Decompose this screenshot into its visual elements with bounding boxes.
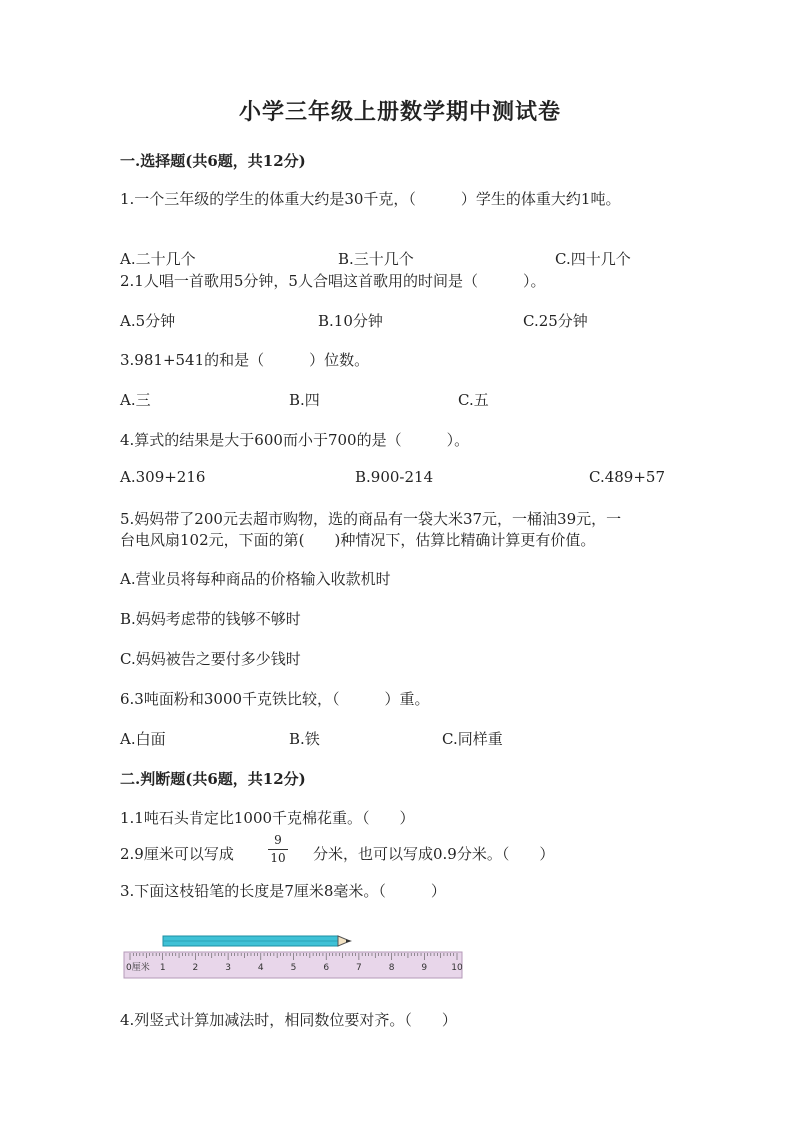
q1-4-option-b: B.900-214 (355, 468, 434, 486)
q1-3-option-a: A.三 (120, 391, 151, 409)
pencil-lead (346, 939, 352, 942)
section-2-heading: 二.判断题(共6题，共12分) (120, 770, 306, 788)
q1-1-option-c: C.四十几个 (555, 250, 631, 268)
q1-3-option-b: B.四 (289, 391, 320, 409)
question-1-5-line-2: 台电风扇102元，下面的第( )种情况下，估算比精确计算更有价值。 (120, 531, 596, 549)
question-1-4: 4.算式的结果是大于600而小于700的是（ ）。 (120, 431, 470, 449)
ruler-unit-label: 0厘米 (126, 963, 150, 973)
q1-5-option-c: C.妈妈被告之要付多少钱时 (120, 650, 301, 668)
pencil (163, 936, 352, 946)
fraction-bar (268, 849, 288, 850)
q1-3-option-c: C.五 (458, 391, 489, 409)
question-1-6: 6.3吨面粉和3000千克铁比较，（ ）重。 (120, 690, 430, 708)
q1-6-option-b: B.铁 (289, 730, 320, 748)
question-1-3: 3.981+541的和是（ ）位数。 (120, 351, 370, 369)
fraction-nine-tenths (266, 833, 290, 866)
fraction-numerator: 9 (274, 833, 282, 847)
question-1-2: 2.1人唱一首歌用5分钟，5人合唱这首歌用的时间是（ ）。 (120, 272, 546, 290)
question-1-1: 1.一个三年级的学生的体重大约是30千克，（ ）学生的体重大约1吨。 (120, 190, 621, 208)
ruler-tick-label: 4 (257, 963, 264, 973)
ruler-tick-label: 1 (159, 963, 166, 973)
ruler-tick-label: 9 (421, 963, 428, 973)
question-2-2-after: 分米，也可以写成0.9分米。（ ） (313, 845, 555, 863)
ruler-tick-label: 7 (356, 963, 362, 973)
q1-2-option-c: C.25分钟 (523, 312, 588, 330)
q1-5-option-b: B.妈妈考虑带的钱够不够时 (120, 610, 301, 628)
page-title: 小学三年级上册数学期中测试卷 (238, 99, 561, 125)
question-2-3: 3.下面这枝铅笔的长度是7厘米8毫米。（ ） (120, 882, 446, 900)
q1-6-option-c: C.同样重 (442, 730, 503, 748)
q1-5-option-a: A.营业员将每种商品的价格输入收款机时 (120, 570, 391, 588)
q1-2-option-a: A.5分钟 (120, 312, 176, 330)
ruler-tick-label: 2 (192, 963, 199, 973)
ruler-tick-label: 6 (323, 963, 330, 973)
q1-4-option-c: C.489+57 (589, 468, 665, 486)
q1-2-option-b: B.10分钟 (318, 312, 383, 330)
question-2-2-before: 2.9厘米可以写成 (120, 845, 234, 863)
section-1-heading: 一.选择题(共6题，共12分) (120, 152, 306, 170)
q1-1-option-a: A.二十几个 (120, 250, 196, 268)
pencil-ruler-figure (120, 930, 470, 982)
fraction-denominator: 10 (270, 851, 286, 865)
ruler-tick-label: 8 (388, 963, 395, 973)
question-2-4: 4.列竖式计算加减法时，相同数位要对齐。（ ） (120, 1011, 457, 1029)
question-2-1: 1.1吨石头肯定比1000千克棉花重。（ ） (120, 809, 415, 827)
q1-6-option-a: A.白面 (120, 730, 166, 748)
q1-4-option-a: A.309+216 (120, 468, 206, 486)
ruler-tick-label: 10 (451, 963, 463, 973)
ruler-tick-label: 3 (225, 963, 231, 973)
ruler-tick-label: 5 (290, 963, 297, 973)
q1-1-option-b: B.三十几个 (338, 250, 414, 268)
question-1-5-line-1: 5.妈妈带了200元去超市购物，选的商品有一袋大米37元，一桶油39元，一 (120, 510, 622, 528)
